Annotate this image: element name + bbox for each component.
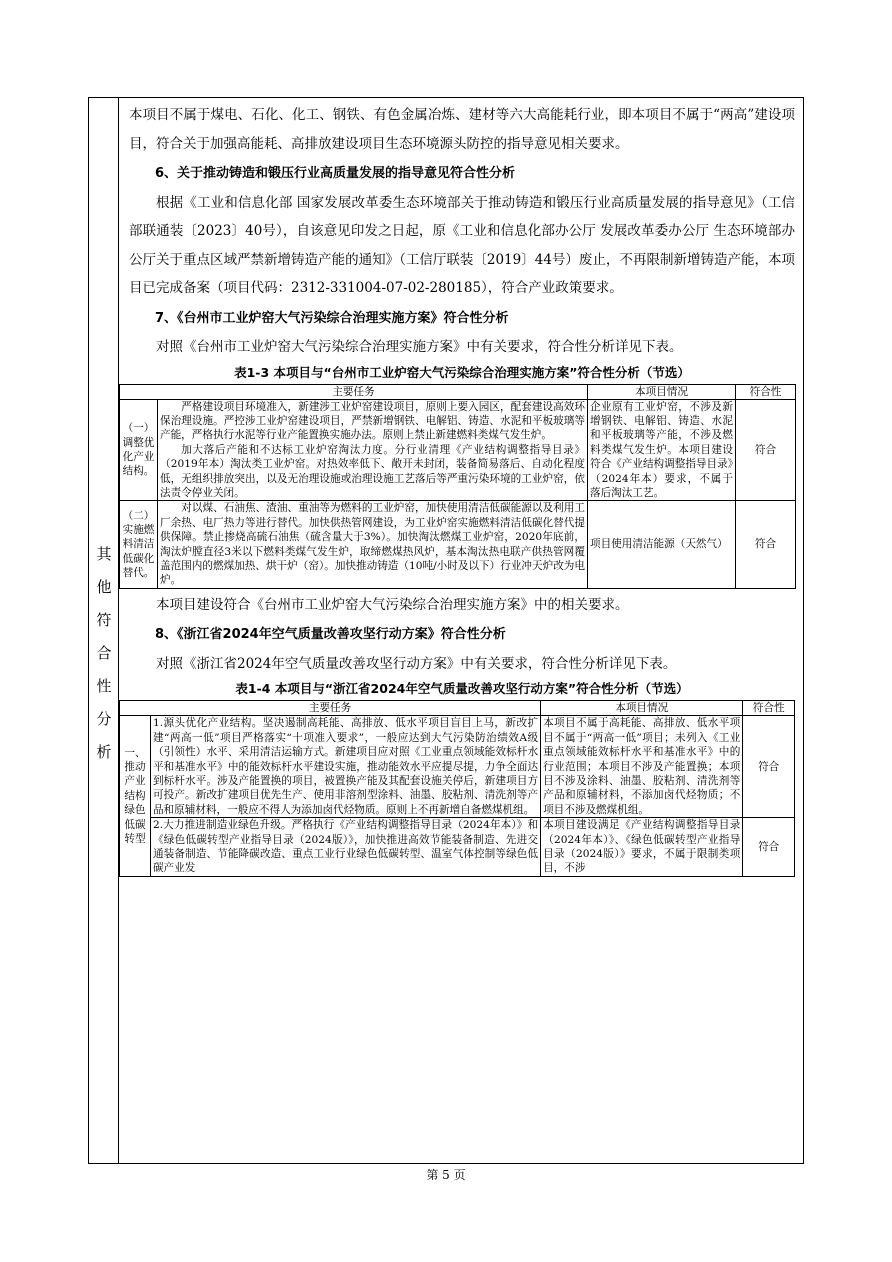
row-result: 符合 [743, 716, 795, 818]
table-row [120, 716, 795, 818]
side-label: 其 他 符 合 性 分 析 [96, 545, 112, 761]
intro-paragraph: 本项目不属于煤电、石化、化工、钢铁、有色金属冶炼、建材等六大高能耗行业，即本项目不属于“两高”建设项目，符合关于加强高能耗、高排放建设项目生态环境源头防控的指导意见相关要求。 [129, 107, 795, 152]
row-result: 符合 [736, 501, 796, 588]
row-status: 项目使用清洁能源（天然气） [588, 501, 736, 588]
row-status: 本项目建设满足《产业结构调整指导目录（2024年本）》、《绿色低碳转型产业指导目录（2024版）》要求，不属于限制类项目，不涉 [541, 818, 743, 877]
page-number: 第 5 页 [426, 1168, 466, 1182]
section-7-conclusion: 本项目建设符合《台州市工业炉窑大气污染综合治理实施方案》中的相关要求。 [156, 596, 629, 613]
section-6-body: 根据《工业和信息化部 国家发展改革委生态环境部关于推动铸造和锻压行业高质量发展的指导意见》（工信部联通装〔2023〕40号），自该意见印发之日起，原《工业和信息化部办公厅 发展改革委办公厅 生态环境部办公厅关于重点区域严禁新增铸造产能的通知》（工信厅联装〔2019〕44号）废止，不再限制新增铸造产能，本项目已完成备案（项目代码：2312-331004-07-02-280185），符合产业政策要求。 [129, 194, 795, 296]
section-8-intro: 对照《浙江省2024年空气质量改善攻坚行动方案》中有关要求，符合性分析详见下表。 [156, 655, 677, 672]
row-status: 企业原有工业炉窑，不涉及新增钢铁、电解铝、铸造、水泥和平板玻璃等产能，不涉及燃料类煤气发生炉。本项目建设符合《产业结构调整指导目录》（2024年本）要求，不属于落后淘汰工艺。 [588, 399, 736, 501]
content-area [122, 98, 795, 877]
page-frame [88, 97, 804, 1164]
header-task: 主要任务 [120, 384, 588, 399]
row-task: 对以煤、石油焦、渣油、重油等为燃料的工业炉窑，加快使用清洁低碳能源以及利用工厂余热、电厂热力等进行替代。加快供热管网建设，为工业炉窑实施燃料清洁低碳化替代提供保障。禁止掺烧高硫石油焦（硫含量大于3%）。加快淘汰燃煤工业炉窑，2020年底前，淘汰炉膛直径3米以下燃料类煤气发生炉，取缔燃煤热风炉，基本淘汰热电联产供热管网覆盖范围内的燃煤加热、烘干炉（窑）。加快推动铸造（10吨/小时及以下）行业冲天炉改为电炉。 [158, 501, 588, 588]
table-1-4 [119, 700, 795, 876]
header-task: 主要任务 [120, 701, 541, 716]
section-8-heading: 8、《浙江省2024年空气质量改善攻坚行动方案》符合性分析 [155, 627, 506, 643]
section-6-heading: 6、关于推动铸造和锻压行业高质量发展的指导意见符合性分析 [155, 166, 516, 181]
row-status: 本项目不属于高耗能、高排放、低水平项目不属于“两高一低”项目；未列入《工业重点领域能效标杆水平和基准水平》中的行业范围；本项目不涉及产能置换；本项目不涉及涂料、油墨、胶粘剂、清洗剂等产品和原辅材料，不添加卤代烃物质；不项目不涉及燃煤机组。 [541, 716, 743, 818]
table-row [120, 818, 795, 877]
row-task: 1.源头优化产业结构。坚决遏制高耗能、高排放、低水平项目盲目上马，新改扩建“两高一低”项目严格落实“十项准入要求”，一般应达到大气污染防治绩效A级（引领性）水平、采用清洁运输方式。新建项目应对照《工业重点领域能效标杆水平和基准水平》中的能效标杆水平建设实施，推动能效水平应提尽提，力争全面达到标杆水平。涉及产能置换的项目，被置换产能及其配套设施关停后，新建项目方可投产。新改扩建项目优先生产、使用非溶剂型涂料、油墨、胶粘剂、清洗剂等产品和原辅材料，一般应不得人为添加卤代烃物质。原则上不再新增自备燃煤机组。 [150, 716, 540, 818]
table-1-4-caption: 表1-4 本项目与“浙江省2024年空气质量改善攻坚行动方案”符合性分析（节选） [235, 681, 689, 697]
row-result: 符合 [736, 399, 796, 501]
table-header-row [120, 701, 795, 716]
row-result: 符合 [743, 818, 795, 877]
side-column [89, 98, 119, 1163]
table-header-row [120, 384, 796, 399]
header-status: 本项目情况 [541, 701, 743, 716]
row-task: 严格建设项目环境准入，新建涉工业炉窑建设项目，原则上要入园区，配套建设高效环保治理设施。严控涉工业炉窑建设项目，严禁新增钢铁、电解铝、铸造、水泥和平板玻璃等产能，严格执行水泥等行业产能置换实施办法。原则上禁止新建燃料类煤气发生炉。 加大落后产能和不达标工业炉窑淘汰力度。分行业清理《产业结构调整指导目录》（2019年本）淘汰类工业炉窑。对热效率低下、敞开未封闭，装备简易落后、自动化程度低，无组织排放突出，以及无治理设施或治理设施工艺落后等严重污染环境的工业炉窑，依法责令停业关闭。 [158, 399, 588, 501]
row-category: 一、推动产业结构绿色低碳转型 [120, 716, 151, 876]
table-1-3 [119, 384, 796, 589]
row-category: （二）实施燃料清洁低碳化替代。 [120, 501, 158, 588]
row-category: （一）调整优化产业结构。 [120, 399, 158, 501]
section-7-intro: 对照《台州市工业炉窑大气污染综合治理实施方案》中有关要求，符合性分析详见下表。 [156, 339, 683, 355]
table-row [120, 399, 796, 501]
table-row [120, 501, 796, 588]
row-task: 2.大力推进制造业绿色升级。严格执行《产业结构调整指导目录（2024年本）》和《绿色低碳转型产业指导目录（2024版）》，加快推进高效节能装备制造、先进交通装备制造、节能降碳改造、重点工业行业绿色低碳转型、温室气体控制等绿色低碳产业发 [150, 818, 540, 877]
table-1-3-caption: 表1-3 本项目与“台州市工业炉窑大气污染综合治理实施方案”符合性分析（节选） [234, 364, 690, 380]
header-result: 符合性 [743, 701, 795, 716]
section-7-heading: 7、《台州市工业炉窑大气污染综合治理实施方案》符合性分析 [155, 310, 509, 326]
header-result: 符合性 [736, 384, 796, 399]
header-status: 本项目情况 [588, 384, 736, 399]
